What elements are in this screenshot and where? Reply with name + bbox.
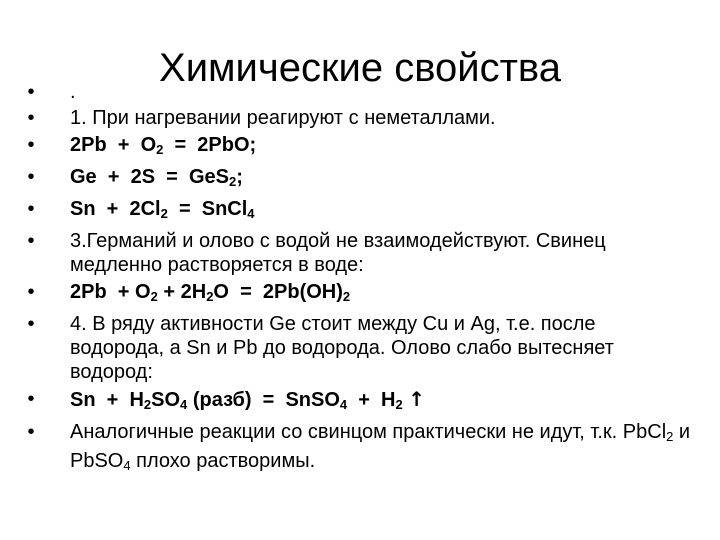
- bullet-item: [24, 165, 694, 194]
- bullet-dot-icon: •: [27, 281, 35, 303]
- bullet-item: [24, 420, 694, 478]
- bullet-text: 4. В ряду активности Ge стоит между Cu и Ag, т.е. после водорода, а Sn и Pb до водорода. Олово слабо вытесняет водород:: [70, 313, 614, 383]
- bullet-item: [24, 80, 694, 104]
- bullet-item: [24, 387, 694, 417]
- bullet-dot-icon: •: [27, 107, 35, 129]
- bullet-item: [24, 229, 694, 277]
- bullet-text: Аналогичные реакции со свинцом практически не идут, т.к. PbCl$_2$ и PbSO$_4$ плохо растворимы.: [70, 421, 691, 473]
- bullet-dot-icon: •: [27, 166, 35, 188]
- bullet-dot-icon: •: [27, 313, 35, 335]
- bullet-text: 3.Германий и олово с водой не взаимодействуют. Свинец медленно растворяется в воде:: [70, 230, 606, 276]
- bullet-dot-icon: •: [27, 81, 35, 103]
- bullet-item: [24, 280, 694, 309]
- bullet-text: $2Pb + O_2 + 2H_2O = 2Pb(OH)_2$: [70, 281, 351, 304]
- bullet-text: Ge + 2S = GeS$_2$;: [70, 166, 243, 189]
- bullet-dot-icon: •: [27, 388, 35, 410]
- slide-title: Химические свойства: [159, 46, 561, 90]
- bullet-text: .: [70, 81, 76, 103]
- bullet-text: $2Pb + O_2 = 2PbO$;: [70, 134, 257, 157]
- bullet-item: [24, 133, 694, 162]
- bullet-item: [24, 106, 694, 130]
- bullet-dot-icon: •: [27, 421, 35, 443]
- bullet-dot-icon: •: [27, 198, 35, 220]
- bullet-text: $Sn + 2Cl_2$ = SnCl$_4$: [70, 198, 255, 221]
- bullet-text: 1. При нагревании реагируют с неметаллами.: [70, 107, 496, 129]
- bullet-dot-icon: •: [27, 134, 35, 156]
- bullet-text: $Sn + H_2SO_4$ (разб) = SnSO$_4$ + $H_2$ ↑: [70, 387, 426, 412]
- bullet-item: [24, 312, 694, 384]
- bullet-dot-icon: •: [27, 230, 35, 252]
- bullet-item: [24, 197, 694, 226]
- bullet-list: [24, 80, 694, 481]
